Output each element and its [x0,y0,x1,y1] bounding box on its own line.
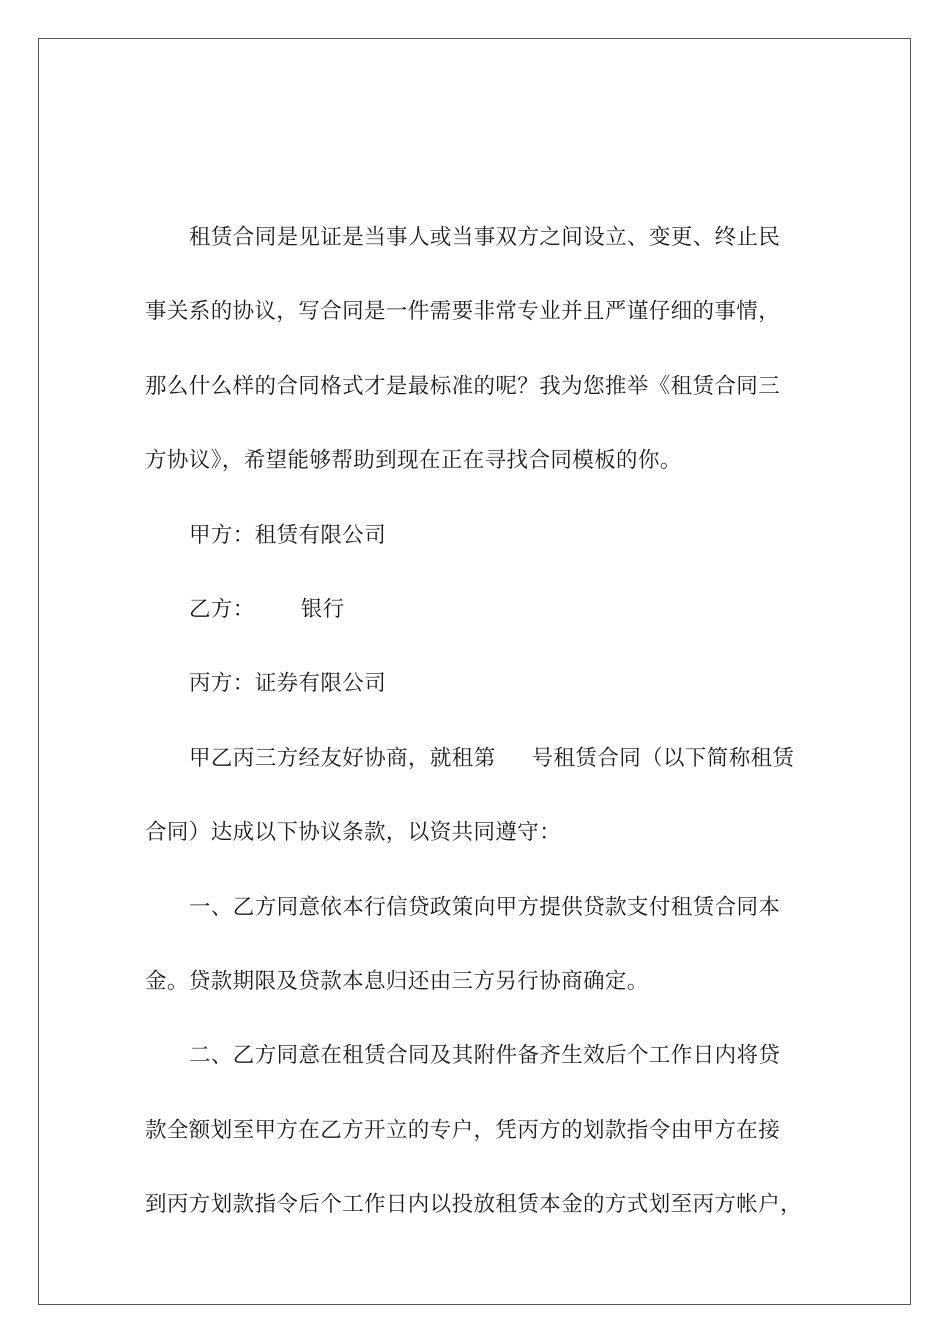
intro-paragraph-line-3: 那么什么样的合同格式才是最标准的呢？我为您推举《租赁合同三 [145,373,781,399]
party-b-label: 乙方： [189,597,255,623]
intro-paragraph-line-1: 租赁合同是见证是当事人或当事双方之间设立、变更、终止民 [189,225,781,250]
party-b-line [145,573,810,647]
party-a-name: 租赁有限公司 [254,522,387,548]
intro-paragraph-line-2: 事关系的协议，写合同是一件需要非常专业并且严谨仔细的事情， [145,299,781,325]
agreement-intro-line-2: 合同）达成以下协议条款，以资共同遵守： [145,820,562,846]
intro-paragraph-line-4: 方协议》，希望能够帮助到现在正在寻找合同模板的你。 [145,448,682,474]
party-c-label: 丙方： [189,671,255,697]
party-b-name: 银行 [300,597,345,623]
agreement-intro-text-1: 甲乙丙三方经友好协商，就租第 [189,745,496,771]
party-a-label: 甲方： [189,522,255,548]
agreement-intro-line-1 [145,722,810,796]
agreement-intro-text-2: 号租赁合同（以下简称租赁 [531,745,795,771]
clause-2-line-1: 二、乙方同意在租赁合同及其附件备齐生效后个工作日内将贷 [189,1043,781,1069]
clause-1-line-1: 一、乙方同意依本行信贷政策向甲方提供贷款支付租赁合同本 [189,894,781,920]
clause-2-line-3: 到丙方划款指令后个工作日内以投放租赁本金的方式划至丙方帐户， [145,1192,803,1218]
party-c-name: 证券有限公司 [254,671,387,697]
clause-1-line-2: 金。贷款期限及贷款本息归还由三方另行协商确定。 [145,969,649,995]
party-c-line [145,647,810,721]
clause-2-line-2: 款全额划至甲方在乙方开立的专户，凭丙方的划款指令由甲方在接 [145,1117,781,1143]
document-body [145,201,810,1243]
party-a-line [145,499,810,573]
